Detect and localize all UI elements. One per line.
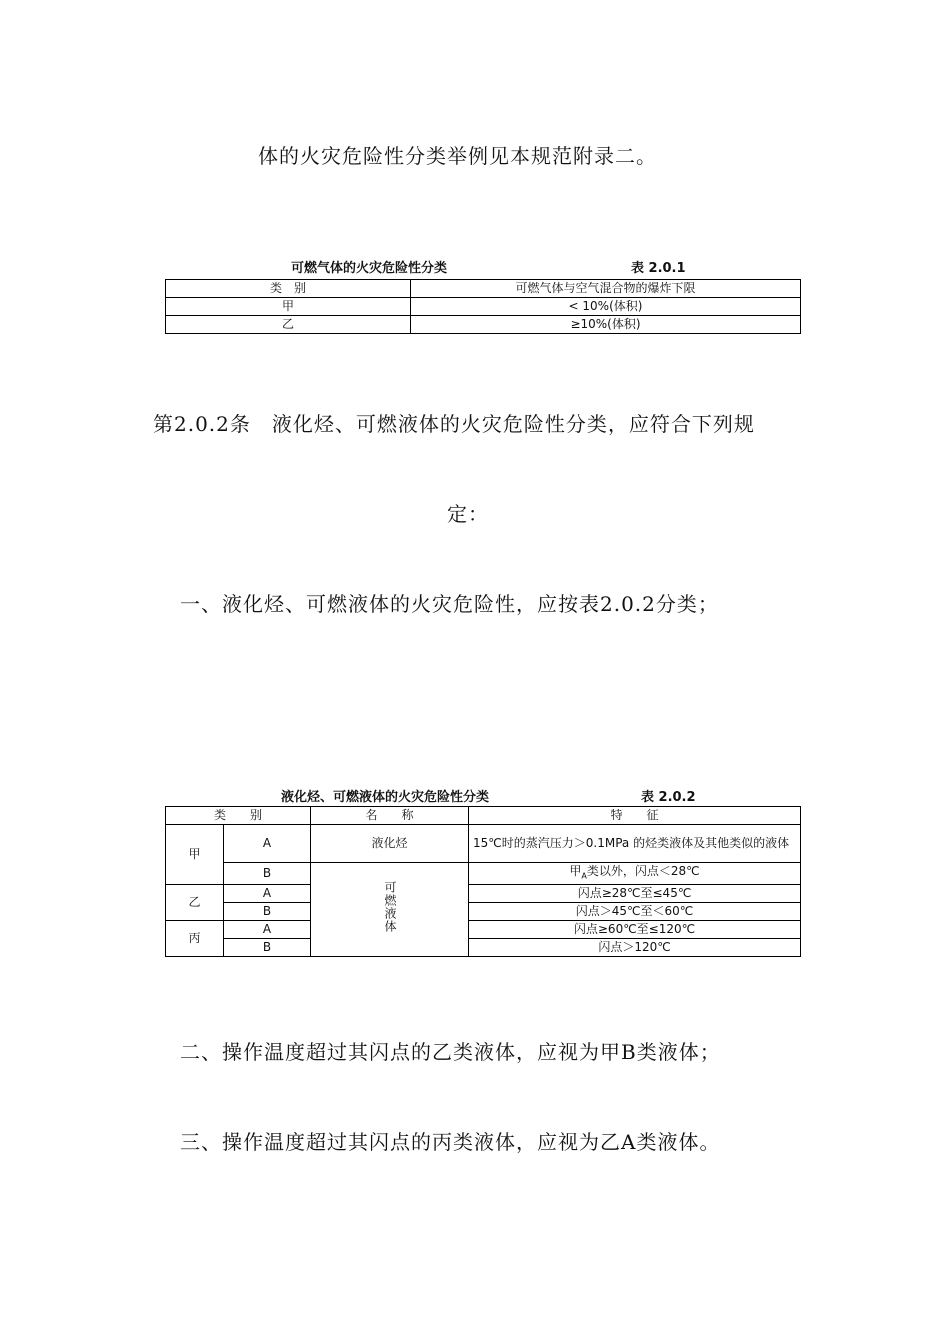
intro-line: 体的火灾危险性分类举例见本规范附录二。 [258, 144, 657, 168]
feature-jia-b-sub: A [581, 871, 587, 881]
feature-yi-b: 闪点＞45℃至＜60℃ [469, 903, 801, 921]
table-row [166, 825, 801, 863]
name-flammable-text: 可燃液体 [383, 881, 398, 934]
table2-header-class: 类 别 [166, 807, 311, 825]
name-flammable-liquid [311, 863, 469, 957]
item-3: 三、操作温度超过其闪点的丙类液体，应视为乙A类液体。 [180, 1130, 721, 1154]
clause-heading-cont: 定： [447, 502, 489, 526]
table1-cell: ≥10%(体积) [411, 316, 801, 334]
table1-cell: 乙 [166, 316, 411, 334]
table1 [165, 279, 801, 334]
feature-bing-b: 闪点＞120℃ [469, 939, 801, 957]
sub-class-b: B [224, 863, 311, 885]
table2-number: 表 2.0.2 [641, 790, 696, 805]
table1-header-row [166, 280, 801, 298]
feature-bing-a: 闪点≥60℃至≤120℃ [469, 921, 801, 939]
table-row [166, 298, 801, 316]
feature-yi-a: 闪点≥28℃至≤45℃ [469, 885, 801, 903]
table1-header-class: 类 别 [166, 280, 411, 298]
item-1: 一、液化烃、可燃液体的火灾危险性，应按表2.0.2分类； [180, 592, 719, 616]
feature-jia-b-prefix: 甲 [569, 864, 582, 878]
table-row [166, 863, 801, 885]
sub-class-b: B [224, 903, 311, 921]
table1-number: 表 2.0.1 [631, 261, 686, 276]
table1-title: 可燃气体的火灾危险性分类 [291, 261, 448, 276]
sub-class-a: A [224, 921, 311, 939]
class-yi: 乙 [166, 885, 224, 921]
table2 [165, 806, 801, 957]
feature-jia-a: 15℃时的蒸汽压力＞0.1MPa 的烃类液体及其他类似的液体 [469, 825, 801, 863]
table-row [166, 885, 801, 903]
sub-class-a: A [224, 825, 311, 863]
table1-cell: 甲 [166, 298, 411, 316]
sub-class-b: B [224, 939, 311, 957]
table1-header-limit: 可燃气体与空气混合物的爆炸下限 [411, 280, 801, 298]
class-bing: 丙 [166, 921, 224, 957]
name-lpg: 液化烃 [311, 825, 469, 863]
table2-header-feature: 特 征 [469, 807, 801, 825]
table-row [166, 903, 801, 921]
table-row [166, 316, 801, 334]
table2-title: 液化烃、可燃液体的火灾危险性分类 [281, 790, 490, 805]
table-row [166, 939, 801, 957]
table2-header-name: 名 称 [311, 807, 469, 825]
item-2: 二、操作温度超过其闪点的乙类液体，应视为甲B类液体； [180, 1040, 721, 1064]
feature-jia-b-suffix: 类以外，闪点＜28℃ [586, 864, 700, 878]
clause-heading: 第2.0.2条 液化烃、可燃液体的火灾危险性分类，应符合下列规 [153, 412, 755, 436]
table-row [166, 921, 801, 939]
table2-header-row [166, 807, 801, 825]
class-jia: 甲 [166, 825, 224, 885]
feature-jia-b [469, 863, 801, 885]
table1-cell: < 10%(体积) [411, 298, 801, 316]
sub-class-a: A [224, 885, 311, 903]
